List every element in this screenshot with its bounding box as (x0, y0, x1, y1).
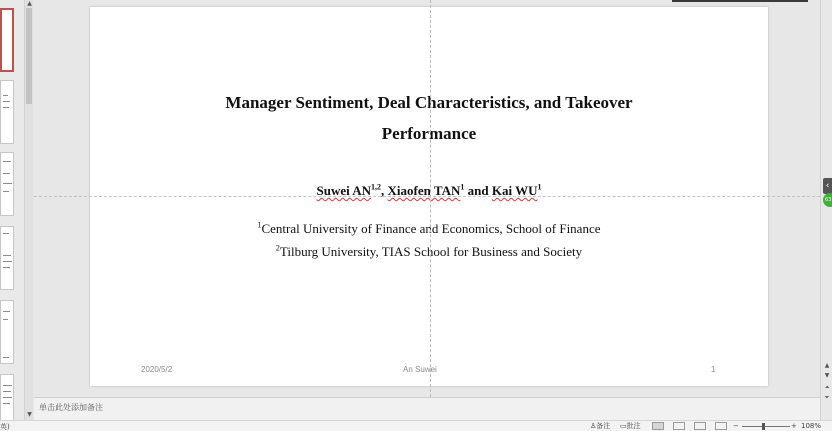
slide-thumbnail-3[interactable] (0, 152, 14, 216)
author-name-1: Suwei AN (316, 183, 372, 198)
slide-thumbnail-1[interactable] (0, 8, 14, 72)
author-name-3: Kai WU (491, 183, 538, 198)
zoom-slider[interactable] (742, 426, 790, 427)
affiliation-2-text: Tilburg University, TIAS School for Business and Society (279, 244, 583, 259)
slide-thumbnail-4[interactable] (0, 226, 14, 290)
affiliation-2[interactable] (90, 244, 768, 260)
slide-thumbnail-2[interactable] (0, 80, 14, 144)
comment-icon: ▭ (620, 422, 627, 430)
zoom-level[interactable]: 108% (801, 422, 822, 430)
affiliation-2-superscript: 2 (275, 243, 280, 253)
author-separator-1: , (381, 183, 388, 198)
author-2-superscript: 1 (460, 182, 465, 192)
scroll-up-arrow-icon[interactable]: ▲ (824, 362, 830, 369)
author-1-superscript: 1,2 (371, 182, 382, 192)
author-name-2: Xiaofen TAN (387, 183, 461, 198)
zoom-in-button[interactable]: + (791, 422, 797, 430)
zoom-slider-handle[interactable] (762, 423, 765, 430)
thumbnail-scrollbar[interactable] (24, 0, 33, 420)
comments-label: 批注 (626, 422, 641, 430)
slide-title-line-2[interactable]: Performance (381, 124, 477, 143)
scroll-up-arrow-icon[interactable]: ▲ (27, 0, 32, 7)
floating-toolbar-edge (672, 0, 808, 2)
author-separator-2: and (464, 183, 492, 198)
slide-thumbnail-6[interactable] (0, 374, 14, 420)
notes-icon: ♙ (590, 422, 597, 430)
vertical-guide-line[interactable] (430, 0, 431, 397)
affiliation-1-superscript: 1 (257, 220, 262, 230)
collapse-panel-chevron-icon[interactable]: ‹ (823, 178, 832, 194)
notes-toggle[interactable] (590, 422, 610, 431)
scroll-down-arrow-icon[interactable]: ▼ (824, 372, 830, 379)
status-bar (0, 420, 832, 431)
language-indicator[interactable]: 英) (0, 423, 10, 431)
notes-placeholder[interactable]: 单击此处添加备注 (39, 403, 103, 412)
affiliation-1-text: Central University of Finance and Economics, School of Finance (261, 221, 601, 236)
comments-toggle[interactable] (620, 422, 641, 431)
affiliation-1[interactable] (90, 221, 768, 237)
side-panel-badge[interactable]: 63 (823, 193, 832, 207)
zoom-out-button[interactable]: − (733, 422, 739, 430)
slide-editing-area[interactable] (34, 0, 820, 397)
slide-title-line-1[interactable]: Manager Sentiment, Deal Characteristics, and Takeover (225, 93, 633, 112)
notes-pane[interactable] (34, 397, 820, 420)
slide-thumbnail-5[interactable] (0, 300, 14, 364)
footer-date[interactable]: 2020/5/2 (141, 365, 173, 374)
horizontal-guide-line[interactable] (34, 196, 820, 197)
notes-label: 备注 (596, 422, 611, 430)
slide-thumbnail-pane[interactable] (0, 0, 24, 420)
next-slide-icon[interactable]: ⏷ (824, 394, 830, 401)
footer-page-number[interactable]: 1 (711, 365, 716, 374)
scroll-down-arrow-icon[interactable]: ▼ (27, 411, 32, 418)
slide-sorter-view-button[interactable] (673, 422, 685, 430)
slideshow-view-button[interactable] (715, 422, 727, 430)
footer-author[interactable]: An Suwei (403, 365, 437, 374)
slide-scrollbar[interactable] (820, 0, 832, 420)
reading-view-button[interactable] (694, 422, 706, 430)
normal-view-button[interactable] (652, 422, 664, 430)
scrollbar-thumb[interactable] (26, 8, 32, 104)
author-3-superscript: 1 (537, 182, 542, 192)
previous-slide-icon[interactable]: ⏶ (824, 384, 830, 391)
